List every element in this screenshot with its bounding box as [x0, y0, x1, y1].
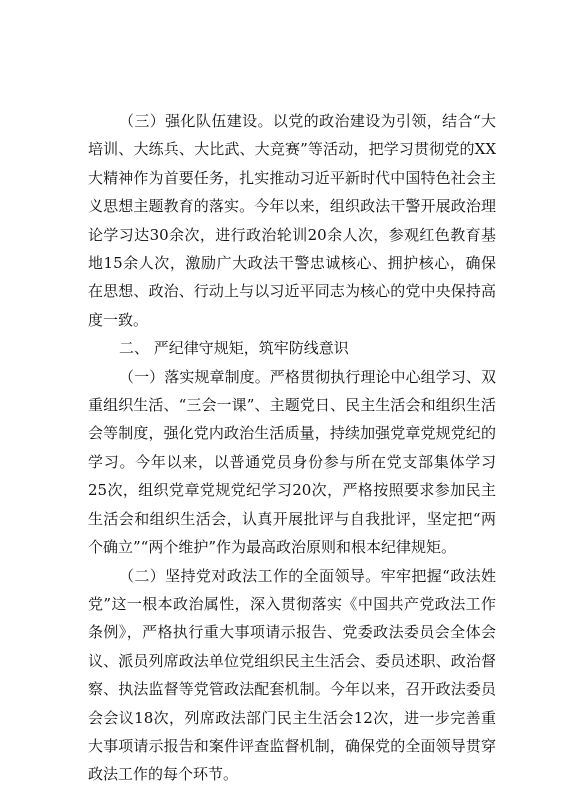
- document-body: [88, 107, 496, 789]
- paragraph-rules-implementation: （一）落实规章制度。严格贯彻执行理论中心组学习、双重组织生活、“三会一课”、主题党日、民主生活会和组织生活会等制度，强化党内政治生活质量，持续加强党章党规党纪的学习。今年以来，以普通党员身份参与所在党支部集体学习25次，组织党章党规党纪学习20次，严格按照要求参加民主生活会和组织生活会，认真开展批评与自我批评，坚定把“两个确立”“两个维护”作为最高政治原则和根本纪律规矩。: [88, 367, 496, 557]
- section-heading-two: 二、 严纪律守规矩，筑牢防线意识: [119, 339, 349, 358]
- paragraph-party-leadership: （二）坚持党对政法工作的全面领导。牢牢把握“政法姓党”这一根本政治属性，深入贯彻落实《中国共产党政法工作条例》，严格执行重大事项请示报告、党委政法委员会全体会议、派员列席政法单位党组织民主生活会、委员述职、政治督察、执法监督等党管政法配套机制。今年以来，召开政法委员会会议18次，列席政法部门民主生活会12次，进一步完善重大事项请示报告和案件评查监督机制，确保党的全面领导贯穿政法工作的每个环节。: [88, 566, 496, 784]
- paragraph-team-building: （三）强化队伍建设。以党的政治建设为引领，结合“大培训、大练兵、大比武、大竞赛”等活动，把学习贯彻党的XX大精神作为首要任务，扎实推动习近平新时代中国特色社会主义思想主题教育的落实。今年以来，组织政法干警开展政治理论学习达30余次，进行政治轮训20余人次，参观红色教育基地15余人次，激励广大政法干警忠诚核心、拥护核心，确保在思想、政治、行动上与以习近平同志为核心的党中央保持高度一致。: [88, 112, 496, 329]
